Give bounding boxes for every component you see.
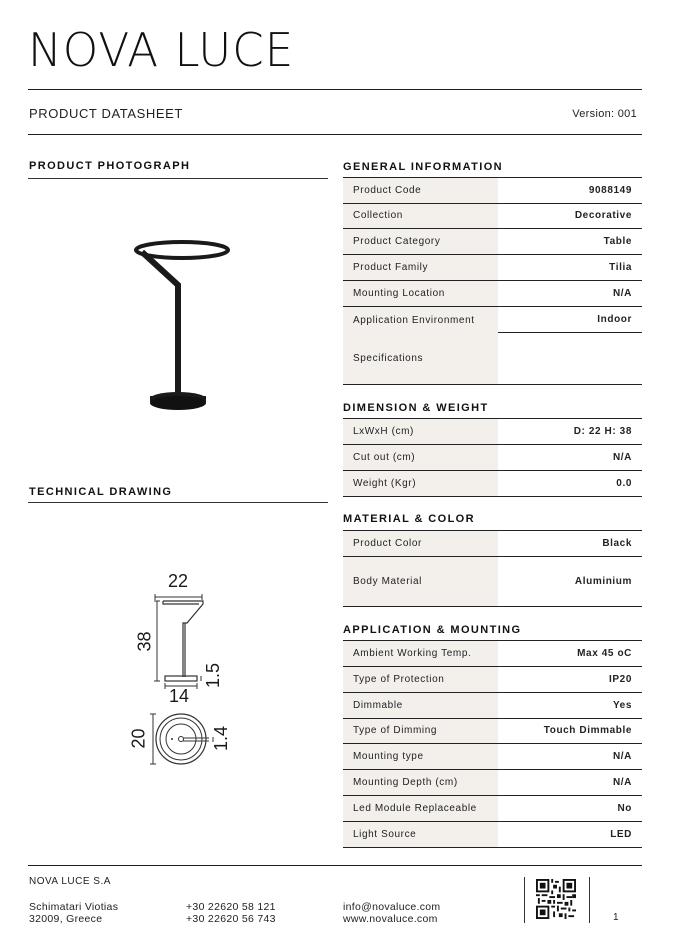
material-table <box>343 530 642 607</box>
footer-separator <box>524 877 525 923</box>
dim-label-base-height: 1.5 <box>203 662 224 689</box>
version-label: Version: 001 <box>572 108 637 120</box>
footer-company-name: NOVA LUCE S.A <box>29 876 111 887</box>
address-line-1: Schimatari Viotias <box>29 901 119 913</box>
row-key: Product Family <box>343 255 498 280</box>
row-key: Product Code <box>343 178 498 203</box>
row-value: Indoor <box>498 307 642 333</box>
row-value: No <box>617 803 632 814</box>
footer-separator <box>589 877 590 923</box>
table-row <box>343 719 642 745</box>
lamp-arm <box>142 252 178 396</box>
material-heading: MATERIAL & COLOR <box>343 513 475 525</box>
row-value: 0.0 <box>616 477 632 489</box>
row-key: Product Color <box>343 531 498 556</box>
row-key: Cut out (cm) <box>343 445 498 470</box>
row-value: Yes <box>612 699 632 711</box>
dim-label-diameter: 20 <box>128 728 149 749</box>
row-key: Mounting Location <box>343 281 498 306</box>
row-value: IP20 <box>609 673 632 685</box>
dimension-heading: DIMENSION & WEIGHT <box>343 402 489 414</box>
table-row <box>343 333 642 385</box>
row-value: D: 22 H: 38 <box>573 426 632 437</box>
footer-address <box>29 901 118 925</box>
row-value: N/A <box>612 751 632 762</box>
row-key: Led Module Replaceable <box>343 796 498 821</box>
website-link[interactable]: www.novaluce.com <box>343 913 438 925</box>
row-value: LED <box>610 828 632 840</box>
row-key: Weight (Kgr) <box>343 471 498 496</box>
drawing-topview-outer <box>156 714 206 764</box>
email-link[interactable]: info@novaluce.com <box>343 901 441 913</box>
row-value <box>498 333 642 384</box>
row-value: N/A <box>612 451 632 463</box>
brand-logo <box>28 23 295 77</box>
table-row <box>343 204 642 230</box>
row-key: Body Material <box>343 557 498 606</box>
row-value: Decorative <box>574 210 632 222</box>
dimension-table <box>343 418 642 497</box>
logo-text-luce: LUCE <box>174 23 295 77</box>
row-key: Application Environment <box>343 307 498 333</box>
row-key: Mounting type <box>343 744 498 769</box>
phone-2: +30 22620 56 743 <box>186 913 276 925</box>
table-row <box>343 531 642 557</box>
address-line-2: 32009, Greece <box>29 913 103 925</box>
logo-text-nova: NOVA <box>28 23 160 77</box>
table-row <box>343 641 642 667</box>
product-photograph <box>120 228 240 418</box>
table-row <box>343 471 642 497</box>
row-key: Product Category <box>343 229 498 254</box>
technical-drawing <box>125 565 235 770</box>
table-row <box>343 178 642 204</box>
table-row <box>343 744 642 770</box>
row-value: Aluminium <box>574 575 632 587</box>
row-key: Ambient Working Temp. <box>343 641 498 666</box>
row-key: Light Source <box>343 822 498 847</box>
row-value: 9088149 <box>588 184 632 196</box>
row-value: Max 45 oC <box>577 648 632 659</box>
footer-divider <box>28 865 642 866</box>
dim-label-width: 22 <box>168 571 189 591</box>
drawing-heading-divider <box>28 502 328 503</box>
row-key: Specifications <box>343 333 498 384</box>
table-row <box>343 281 642 307</box>
row-value: N/A <box>612 777 632 788</box>
application-table <box>343 640 642 848</box>
drawing-heading: TECHNICAL DRAWING <box>29 486 173 498</box>
table-row <box>343 229 642 255</box>
photo-heading-divider <box>28 178 328 179</box>
dim-label-thickness: 1.4 <box>211 725 232 752</box>
row-key: Dimmable <box>343 693 498 718</box>
table-row <box>343 822 642 848</box>
phone-1: +30 22620 58 121 <box>186 901 276 913</box>
general-info-table <box>343 177 642 385</box>
row-key: Type of Protection <box>343 667 498 692</box>
header-divider-bottom <box>28 134 642 135</box>
document-title: PRODUCT DATASHEET <box>29 106 183 121</box>
page-number: 1 <box>613 912 619 923</box>
table-row <box>343 693 642 719</box>
row-value: Table <box>603 236 632 247</box>
row-key: Type of Dimming <box>343 719 498 744</box>
row-value: Black <box>602 537 632 549</box>
photo-heading: PRODUCT PHOTOGRAPH <box>29 160 191 172</box>
table-row <box>343 770 642 796</box>
footer-contact <box>343 901 440 925</box>
row-value: Tilia <box>609 262 632 273</box>
row-value: N/A <box>612 288 632 299</box>
dim-label-base-width: 14 <box>169 686 190 706</box>
table-row <box>343 796 642 822</box>
dim-label-height: 38 <box>134 631 155 652</box>
table-row <box>343 307 642 333</box>
drawing-base <box>165 676 197 681</box>
row-key: LxWxH (cm) <box>343 419 498 444</box>
row-value: Touch Dimmable <box>543 725 632 737</box>
table-row <box>343 557 642 607</box>
footer-phones <box>186 901 276 925</box>
drawing-lamp-outline <box>163 601 203 677</box>
table-row <box>343 255 642 281</box>
table-row <box>343 419 642 445</box>
row-key: Mounting Depth (cm) <box>343 770 498 795</box>
table-row <box>343 667 642 693</box>
table-row <box>343 445 642 471</box>
header-divider-top <box>28 89 642 90</box>
row-key: Collection <box>343 204 498 229</box>
general-info-heading: GENERAL INFORMATION <box>343 161 504 173</box>
application-heading: APPLICATION & MOUNTING <box>343 624 522 636</box>
qr-code-icon[interactable] <box>536 879 576 919</box>
